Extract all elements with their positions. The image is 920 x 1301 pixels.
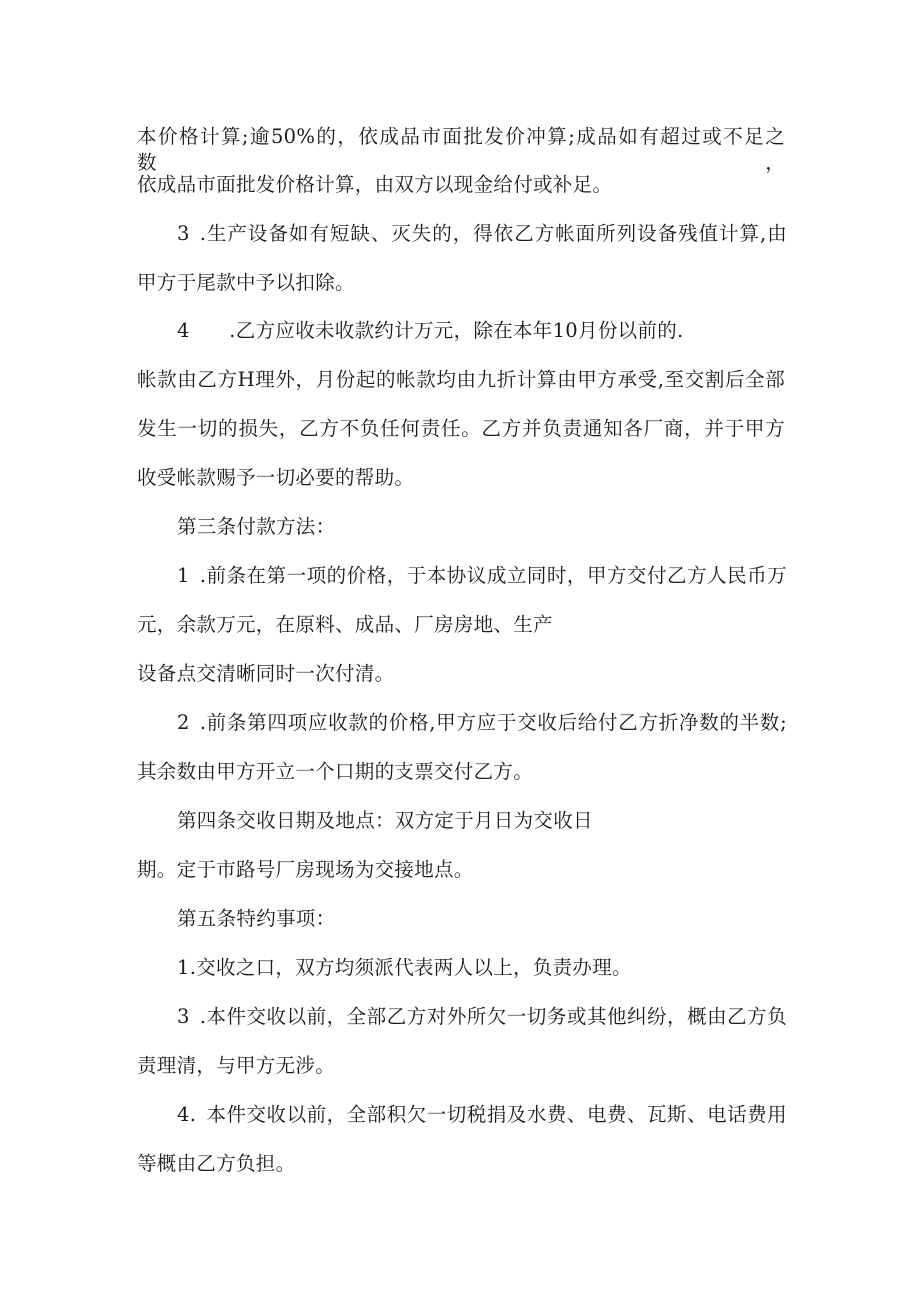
text-line-4: 甲方于尾款中予以扣除。 bbox=[137, 271, 355, 294]
text-line-20: 责理清，与甲方无涉。 bbox=[137, 1054, 336, 1077]
text-line-6: 帐款由乙方H理外，月份起的帐款均由九折计算由甲方承受,至交割后全部 bbox=[137, 368, 785, 391]
text-line-14: 其余数由甲方开立一个口期的支票交付乙方。 bbox=[137, 760, 534, 783]
section-heading-payment: 第三条付款方法： bbox=[177, 515, 336, 538]
text-line-11: 元，余款万元，在原料、成品、厂房房地、生产 bbox=[137, 613, 553, 636]
text-line-21: 4. 本件交收以前，全部积欠一切税捐及水费、电费、瓦斯、电话费用 bbox=[177, 1103, 787, 1126]
text-line-12: 设备点交清晰同时一次付清。 bbox=[137, 662, 395, 685]
text-line-5: 4 .乙方应收未收款约计万元，除在本年10月份以前的. bbox=[177, 319, 684, 342]
text-line-18: 1.交收之口，双方均须派代表两人以上，负责办理。 bbox=[177, 956, 632, 979]
section-heading-delivery: 第四条交收日期及地点：双方定于月日为交收日 bbox=[177, 809, 593, 832]
section-heading-special: 第五条特约事项： bbox=[177, 907, 336, 930]
text-line-1: 本价格计算;逾50%的，依成品市面批发价冲算;成品如有超过或不足之数， bbox=[137, 125, 785, 174]
text-line-16: 期。定于市路号厂房现场为交接地点。 bbox=[137, 858, 474, 881]
text-line-2: 依成品市面批发价格计算，由双方以现金给付或补足。 bbox=[137, 173, 613, 196]
text-line-19: 3 .本件交收以前，全部乙方对外所欠一切务或其他纠纷，概由乙方负 bbox=[177, 1005, 787, 1028]
text-line-13: 2 .前条第四项应收款的价格,甲方应于交收后给付乙方折净数的半数; bbox=[177, 711, 787, 734]
text-line-10: 1 .前条在第一项的价格，于本协议成立同时，甲方交付乙方人民币万 bbox=[177, 564, 787, 587]
text-line-3: 3 .生产设备如有短缺、灭失的，得依乙方帐面所列设备残值计算,由 bbox=[177, 222, 787, 245]
text-line-22: 等概由乙方负担。 bbox=[137, 1152, 296, 1175]
text-line-8: 收受帐款赐予一切必要的帮助。 bbox=[137, 466, 415, 489]
text-line-7: 发生一切的损失，乙方不负任何责任。乙方并负责通知各厂商，并于甲方 bbox=[137, 417, 785, 440]
